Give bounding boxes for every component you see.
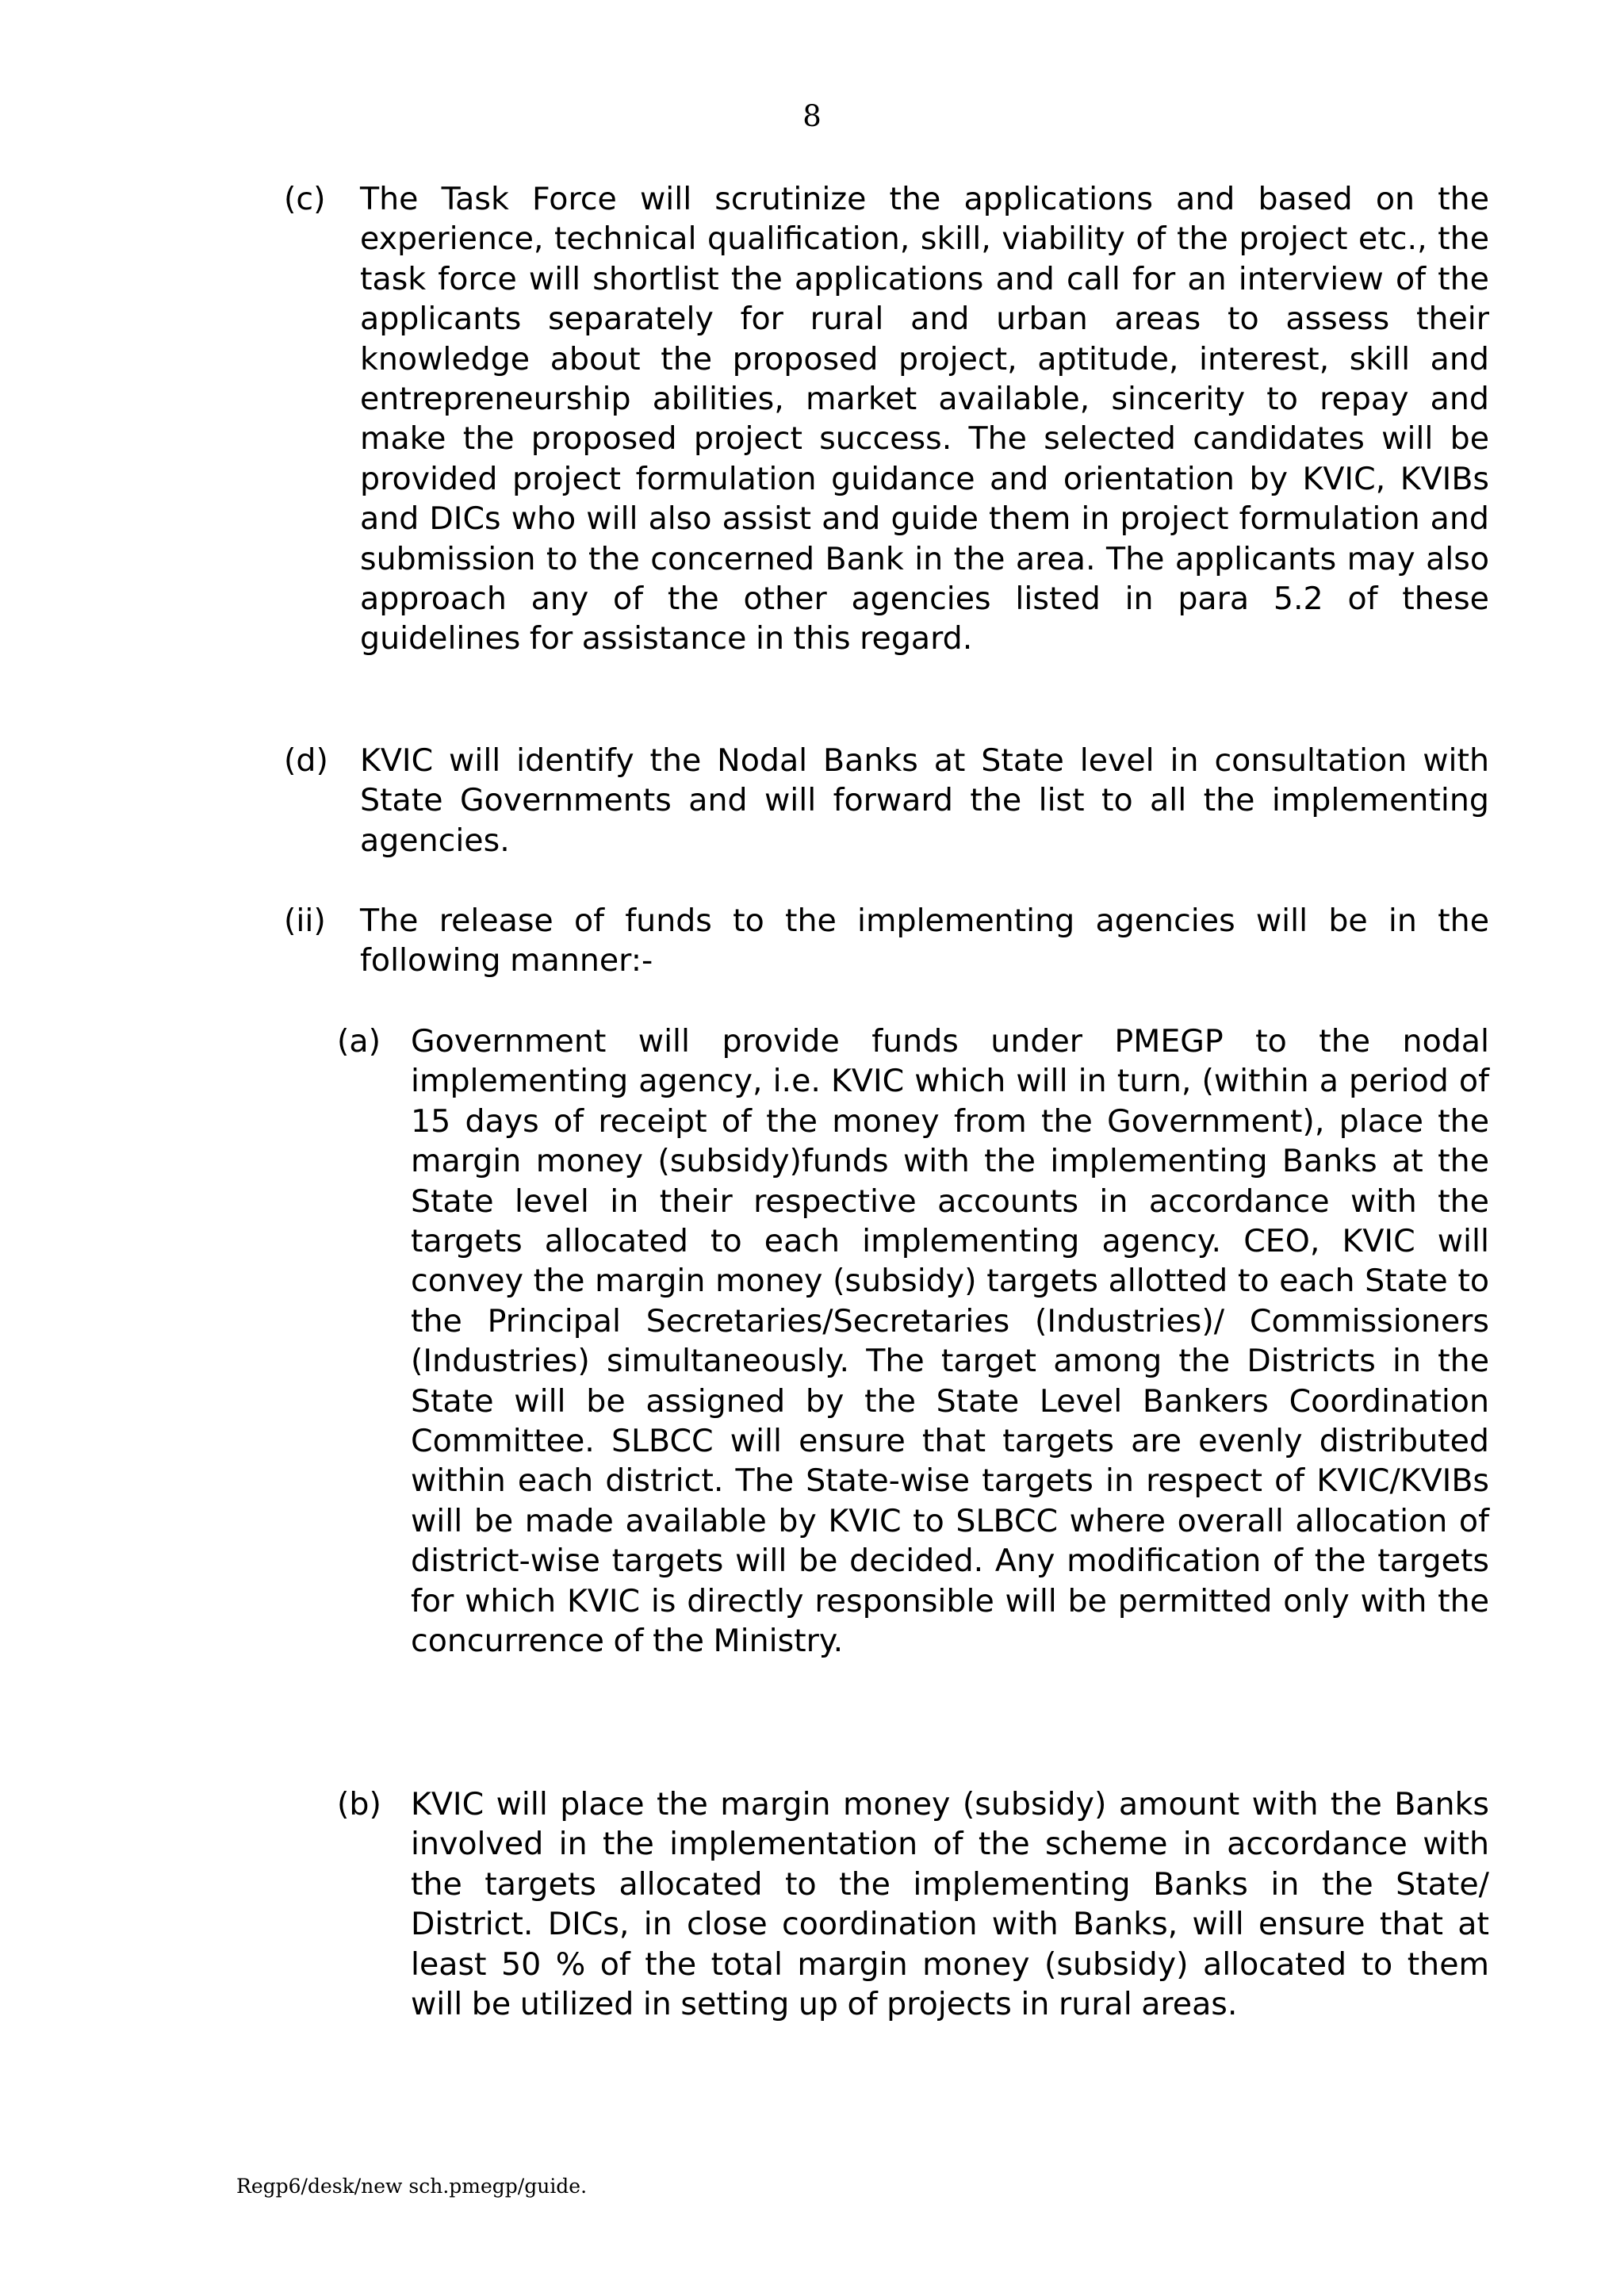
paragraph-text: The release of funds to the implementing agencies will be in the following manner:- (360, 903, 1489, 979)
paragraph-text: Government will provide funds under PMEGP to the nodal implementing agency, i.e. KVIC which will in turn, (within a period of 15 days of receipt of the money from the Government), place the margin money (subsidy)funds with the implementing Banks at the State level in their respective accounts in accordance with the targets allocated to each implementing agency. CEO, KVIC will convey the margin money (subsidy) targets allotted to each State to the Principal Secretaries/Secretaries (Industries)/ Commissioners (Industries) simultaneously. The target among the Districts in the State will be assigned by the State Level Bankers Coordination Committee. SLBCC will ensure that targets are evenly distributed within each district. The State-wise targets in respect of KVIC/KVIBs will be made available by KVIC to SLBCC where overall allocation of district-wise targets will be decided. Any modification of the targets for which KVIC is directly responsible will be permitted only with the concurrence of the Ministry. (411, 1023, 1489, 1660)
paragraph-ii-b (337, 1784, 1489, 2070)
paragraph-ii (284, 901, 1489, 988)
paragraph-marker: (d) (284, 742, 328, 779)
paragraph-text: The Task Force will scrutinize the applications and based on the experience, technical qualification, skill, viability of the project etc., the task force will shortlist the applications and call for an interview of the applicants separately for rural and urban areas to assess their knowledge about the proposed project, aptitude, interest, skill and entrepreneurship abilities, market available, sincerity to repay and make the proposed project success. The selected candidates will be provided project formulation guidance and orientation by KVIC, KVIBs and DICs who will also assist and guide them in project formulation and submission to the concerned Bank in the area. The applicants may also approach any of the other agencies listed in para 5.2 of these guidelines for assistance in this regard. (360, 181, 1489, 657)
paragraph-d (284, 741, 1489, 868)
paragraph-marker: (b) (337, 1786, 381, 1823)
paragraph-text: KVIC will place the margin money (subsidy) amount with the Banks involved in the implementation of the scheme in accordance with the targets allocated to the implementing Banks in the State/ District. DICs, in close coordination with Banks, will ensure that at least 50 % of the total margin money (subsidy) allocated to them will be utilized in setting up of projects in rural areas. (411, 1786, 1489, 2023)
paragraph-marker: (a) (337, 1023, 381, 1060)
paragraph-marker: (ii) (284, 903, 326, 939)
paragraph-c (284, 179, 1489, 703)
paragraph-ii-a (337, 1022, 1489, 1751)
paragraph-marker: (c) (284, 181, 326, 217)
footer-reference: Regp6/desk/new sch.pmegp/guide. (236, 2175, 588, 2198)
page-number: 8 (802, 99, 822, 133)
paragraph-text: KVIC will identify the Nodal Banks at State level in consultation with State Governments and will forward the list to all the implementing agencies. (360, 742, 1489, 859)
